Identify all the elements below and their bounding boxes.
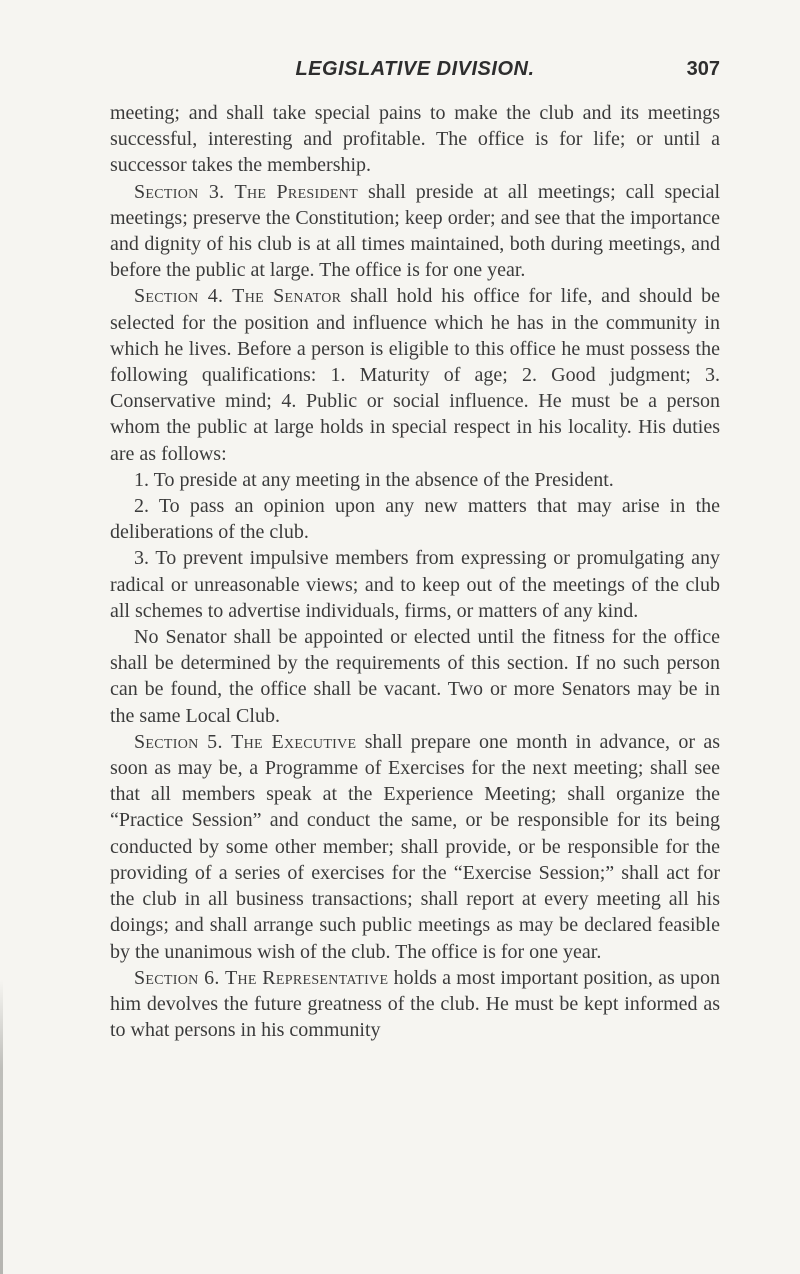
paragraph [110,624,720,729]
page-number: 307 [686,58,720,80]
list-item [110,467,720,493]
paragraph [110,729,720,965]
paragraph-text: meeting; and shall take special pains to make the club and its meetings successful, interesting and profitable. The office is for life; or until a successor takes the membership. [110,102,720,177]
office-name: The Executive [231,730,357,753]
section-label: Section 4. [134,285,224,308]
section-label: Section 6. [134,966,220,989]
list-item [110,493,720,545]
paragraph [110,965,720,1044]
paragraph [110,283,720,466]
office-name: The Representative [224,966,389,989]
page-title: LEGISLATIVE DIVISION. [295,58,535,80]
running-head [110,58,720,88]
paragraph-text: shall preside at all meetings; call special meetings; preserve the Constitution; keep order; and see that the importance and dignity of his club is at all times maintained, both during meetings, and before the public at large. The office is for one year. [110,180,721,282]
paragraph [110,100,720,179]
paragraph-text: shall prepare one month in advance, or as soon as may be, a Programme of Exercises for the next meeting; shall see that all members speak at the Experience Meeting; shall organize the “Practice Session” and conduct the same, or be responsible for its being conducted by some other member; shall provide, or be responsible for the providing of a series of exercises for the “Exercise Session;” shall act for the club in all business transactions; shall report at every meeting all his doings; and shall arrange such public meetings as may be declared feasible by the unanimous wish of the club. The office is for one year. [110,730,721,963]
paragraph-text: holds a most important position, as upon him devolves the future greatness of the club. He must be kept informed as to what persons in his community [110,966,720,1042]
paragraph [110,179,720,284]
paragraph-text: 1. To preside at any meeting in the absence of the President. [134,468,614,491]
paragraph-text: shall hold his office for life, and should be selected for the position and influence which he has in the community in which he lives. Before a person is eligible to this office he must possess the following qualifications: 1. Maturity of age; 2. Good judgment; 3. Conservative mind; 4. Public or social influence. He must be a person whom the public at large holds in special respect in his locality. His duties are as follows: [110,285,720,465]
paragraph-text: No Senator shall be appointed or elected until the fitness for the office shall be determined by the requirements of this section. If no such person can be found, the office shall be vacant. Two or more Senators may be in the same Local Club. [110,626,720,727]
list-item [110,545,720,624]
office-name: The President [234,180,358,203]
page-gutter-shadow [0,980,3,1274]
paragraph-text: 2. To pass an opinion upon any new matters that may arise in the deliberations of the club. [110,495,720,544]
paragraph-text: 3. To prevent impulsive members from expressing or promulgating any radical or unreasonable views; and to keep out of the meetings of the club all schemes to advertise individuals, firms, or matters of any kind. [110,547,720,622]
office-name: The Senator [232,285,342,308]
section-label: Section 3. [134,180,225,203]
section-label: Section 5. [134,730,223,753]
body-text [110,100,720,1043]
